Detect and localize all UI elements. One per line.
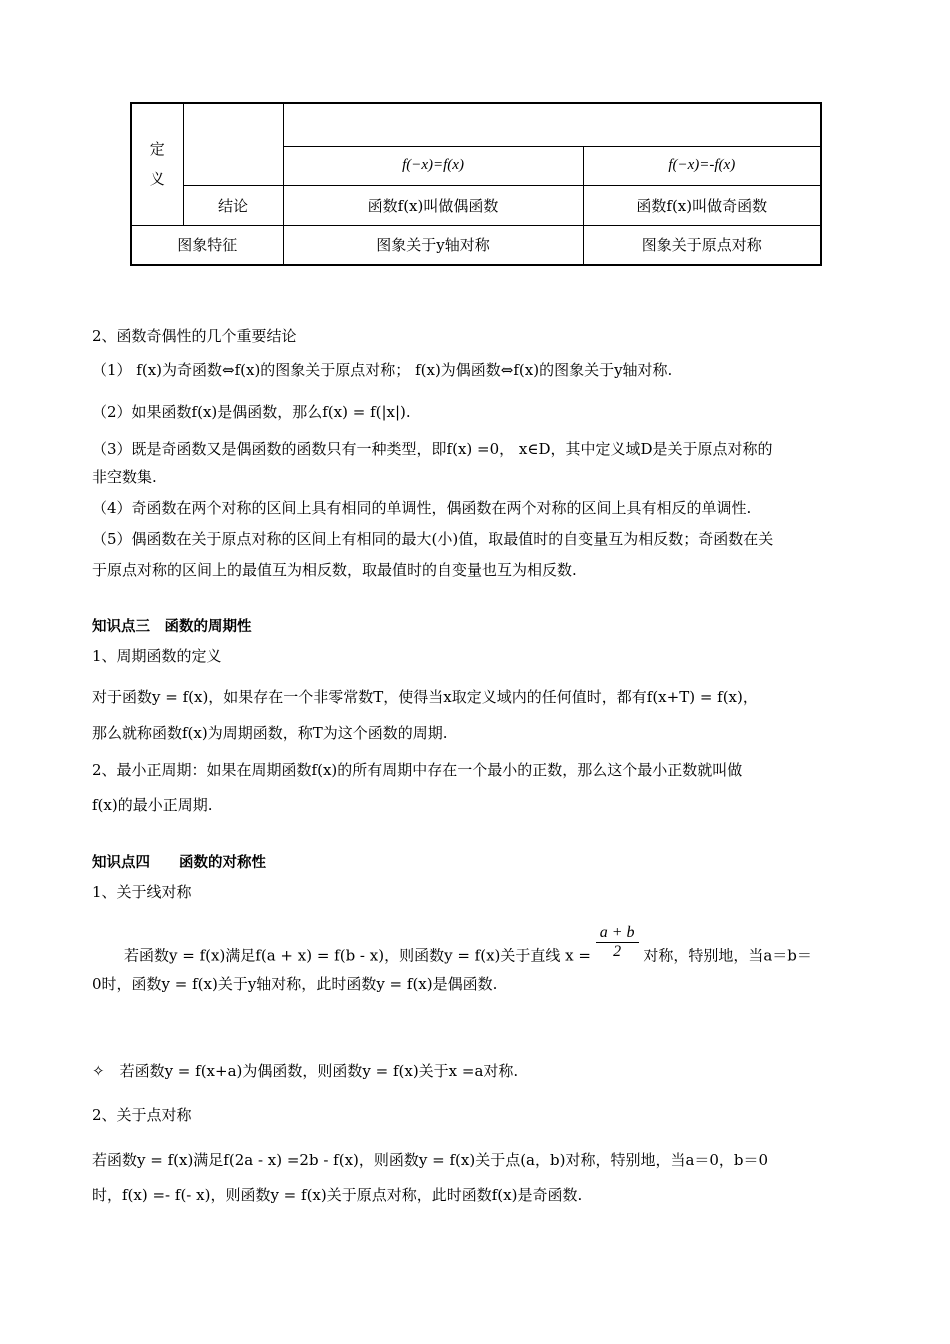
line-symmetry-text: 若函数y = f(x)满足f(a + x) = f(b - x)，则函数y = f(x)关于直线 x = (124, 946, 591, 965)
conclusion-label: 结论 (183, 185, 283, 225)
bullet-line: ✧ 若函数y = f(x+a)为偶函数，则函数y = f(x)关于x =a对称. (92, 1062, 519, 1080)
fraction-denominator: 2 (613, 943, 622, 960)
paragraph-line: f(x)的最小正周期. (92, 796, 213, 814)
subsection-title: 1、关于线对称 (92, 883, 192, 901)
paragraph-line: 时，f(x) =- f(- x)，则函数y = f(x)关于原点对称，此时函数f(x)是奇函数. (92, 1186, 583, 1204)
paragraph-line (124, 924, 812, 975)
paragraph-line: 0时，函数y = f(x)关于y轴对称，此时函数y = f(x)是偶函数. (92, 975, 498, 993)
conclusion-item: （4）奇函数在两个对称的区间上具有相同的单调性，偶函数在两个对称的区间上具有相反的单调性. (92, 499, 752, 517)
section-heading: 知识点三 函数的周期性 (92, 619, 252, 635)
conclusion-item: （2）如果函数f(x)是偶函数，那么f(x) = f(|x|). (92, 403, 411, 421)
even-equation: f(−x)=f(x) (283, 146, 583, 185)
conclusion-item: （1） f(x)为奇函数⇔f(x)的图象关于原点对称； f(x)为偶函数⇔f(x)的图象关于y轴对称. (92, 361, 673, 379)
condition-header-cell (283, 103, 821, 146)
even-conclusion: 函数f(x)叫做偶函数 (283, 185, 583, 225)
parity-definition-table (130, 102, 822, 266)
conclusion-item: （3）既是奇函数又是偶函数的函数只有一种类型，即f(x) =0， x∈D，其中定义域D是关于原点对称的 (92, 440, 773, 458)
conclusion-item: （5）偶函数在关于原点对称的区间上有相同的最大(小)值，取最值时的自变量互为相反数；奇函数在关 (92, 530, 774, 548)
definition-label: 定义 (149, 140, 165, 189)
paragraph-line: 对于函数y = f(x)，如果存在一个非零常数T，使得当x取定义域内的任何值时，都有f(x+T) = f(x)， (92, 688, 758, 706)
fraction-numerator: a + b (596, 924, 639, 943)
empty-cell (183, 103, 283, 185)
graph-feature-label: 图象特征 (131, 225, 283, 265)
section-title: 2、函数奇偶性的几个重要结论 (92, 327, 297, 345)
paragraph-line: 若函数y = f(x)满足f(2a - x) =2b - f(x)，则函数y = f(x)关于点(a，b)对称，特别地，当a＝0，b＝0 (92, 1151, 769, 1169)
odd-graph-feature: 图象关于原点对称 (583, 225, 821, 265)
section-heading: 知识点四 函数的对称性 (92, 855, 266, 871)
conclusion-item-continued: 非空数集. (92, 468, 157, 486)
definition-label-cell (131, 103, 183, 225)
subsection-title: 2、关于点对称 (92, 1106, 192, 1124)
paragraph-line: 那么就称函数f(x)为周期函数，称T为这个函数的周期. (92, 724, 448, 742)
subsection-title: 1、周期函数的定义 (92, 647, 222, 665)
fraction (596, 924, 639, 961)
even-graph-feature: 图象关于y轴对称 (283, 225, 583, 265)
line-symmetry-text-end: 对称，特别地，当a＝b＝ (643, 946, 812, 965)
odd-equation: f(−x)=-f(x) (583, 146, 821, 185)
conclusion-item-continued: 于原点对称的区间上的最值互为相反数，取最值时的自变量也互为相反数. (92, 561, 577, 579)
paragraph-line: 2、最小正周期：如果在周期函数f(x)的所有周期中存在一个最小的正数，那么这个最小正数就叫做 (92, 761, 743, 779)
odd-conclusion: 函数f(x)叫做奇函数 (583, 185, 821, 225)
